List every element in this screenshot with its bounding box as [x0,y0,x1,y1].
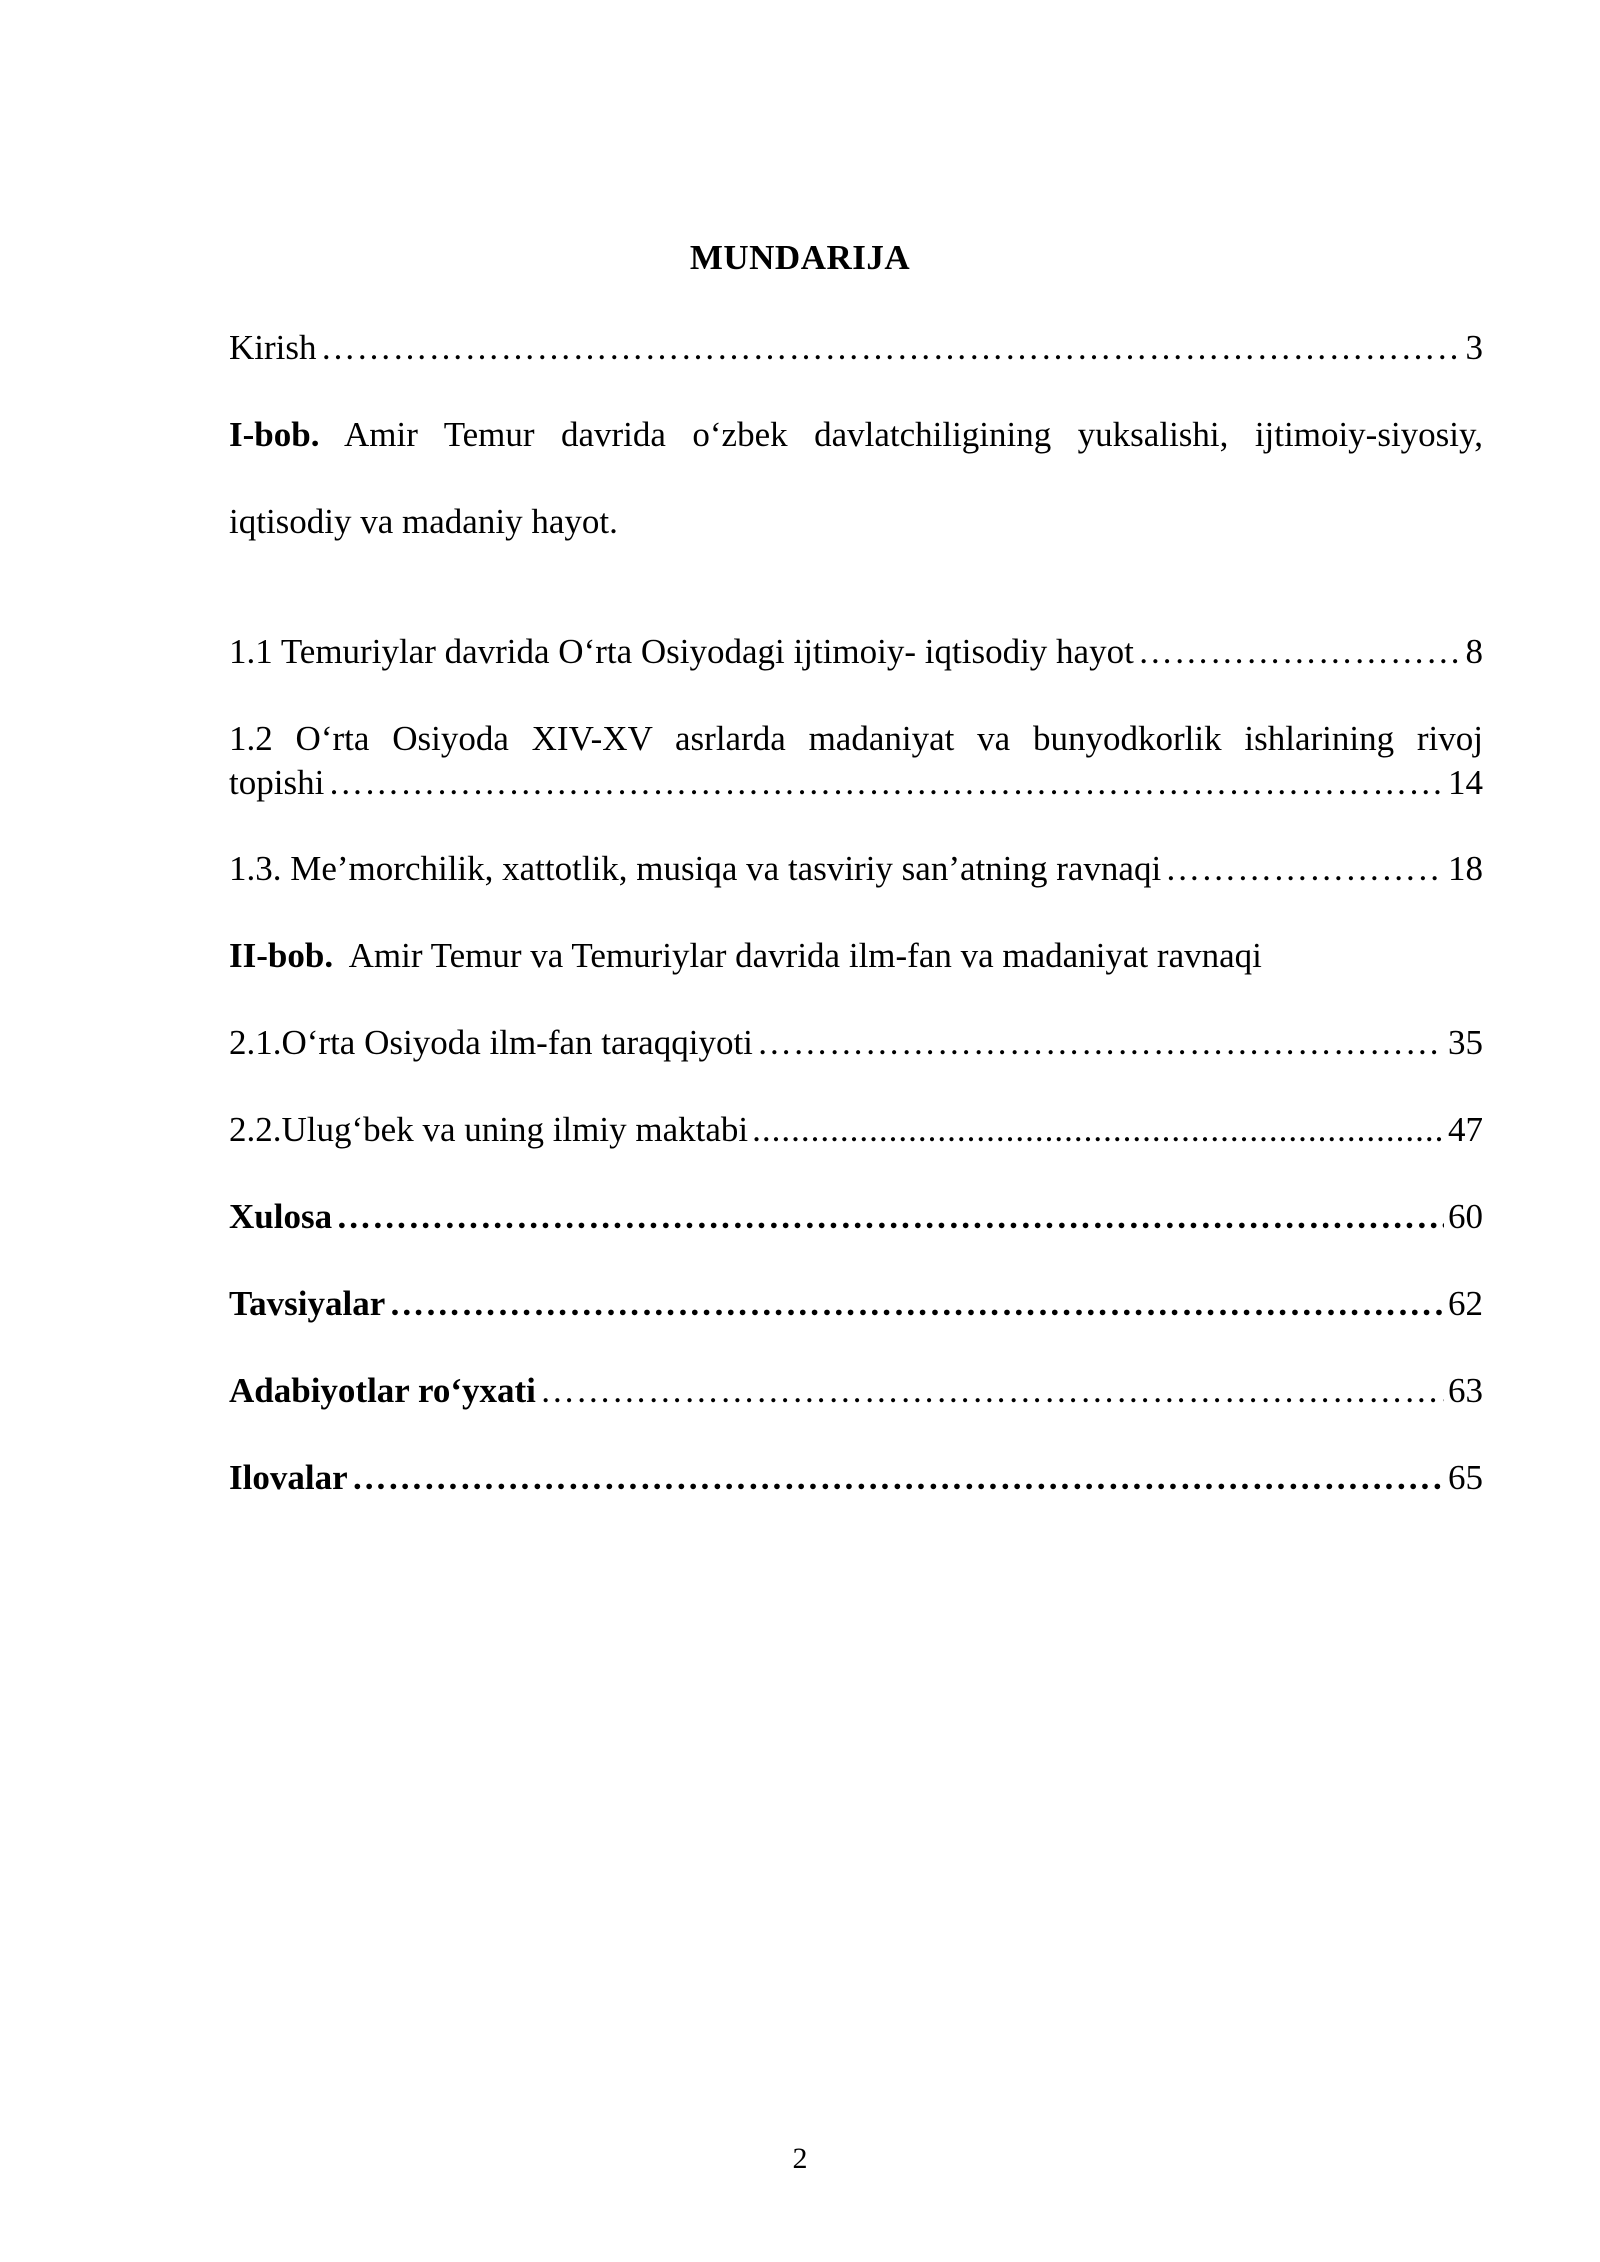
toc-entry-1-2 [229,717,1483,805]
toc-page-number: 3 [1465,328,1483,367]
toc-label: 1.3. Me’morchilik, xattotlik, musiqa va tasviriy san’atning ravnaqi [229,849,1162,888]
toc-page-number: 47 [1448,1110,1483,1149]
toc-label: 2.2.Ulug‘bek va uning ilmiy maktabi [229,1110,749,1149]
chapter-title: Amir Temur davrida o‘zbek davlatchiligining yuksalishi, ijtimoiy-siyosiy, [344,415,1483,454]
dot-leader [1138,630,1462,674]
toc-page-number: 62 [1448,1284,1483,1323]
dot-leader [1165,847,1444,891]
toc-entry-adabiyotlar [229,1369,1483,1413]
toc-label: Kirish [229,328,317,367]
dot-leader [328,761,1444,805]
chapter-title-continued: iqtisodiy va madaniy hayot. [229,502,618,541]
toc-entry-1-3 [229,847,1483,891]
toc-page-number: 60 [1448,1197,1483,1236]
dot-leader [321,326,1462,370]
toc-label-line-2: topishi [229,763,325,802]
toc-entry-ilovalar [229,1456,1483,1500]
toc-entry-xulosa [229,1195,1483,1239]
toc-label: Adabiyotlar ro‘yxati [229,1371,536,1410]
dot-leader [389,1282,1444,1326]
toc-label: 1.1 Temuriylar davrida O‘rta Osiyodagi ijtimoiy- iqtisodiy hayot [229,632,1134,671]
dot-leader [540,1369,1444,1413]
toc-entry-kirish [229,326,1483,370]
toc-entry-2-2 [229,1108,1483,1152]
toc-label-line-1: 1.2 O‘rta Osiyoda XIV-XV asrlarda madaniyat va bunyodkorlik ishlarining rivoj [229,719,1483,758]
toc-entry-1-1 [229,630,1483,674]
toc-title: MUNDARIJA [689,238,911,277]
toc-page-number: 8 [1465,632,1483,671]
page-number: 2 [792,2142,808,2175]
toc-label: Xulosa [229,1197,333,1236]
dot-leader [352,1456,1444,1500]
toc-entry-2-1 [229,1021,1483,1065]
dot-leader [757,1021,1444,1065]
toc-chapter-1 [229,413,1483,457]
chapter-label: I-bob. [229,415,320,454]
dot-leader [752,1108,1444,1152]
chapter-title: Amir Temur va Temuriylar davrida ilm-fan va madaniyat ravnaqi [348,936,1262,975]
toc-entry-tavsiyalar [229,1282,1483,1326]
toc-chapter-1-continued [229,500,1483,544]
toc-page-number: 35 [1448,1023,1483,1062]
dot-leader [336,1195,1444,1239]
toc-page-number: 14 [1448,763,1483,802]
chapter-1-line-1 [229,413,1483,457]
toc-label: Ilovalar [229,1458,348,1497]
toc-chapter-2 [229,934,1483,978]
toc-label: 2.1.O‘rta Osiyoda ilm-fan taraqqiyoti [229,1023,753,1062]
toc-page-number: 18 [1448,849,1483,888]
chapter-label: II-bob. [229,936,334,975]
toc-page-number: 65 [1448,1458,1483,1497]
toc-page-number: 63 [1448,1371,1483,1410]
toc-label: Tavsiyalar [229,1284,386,1323]
